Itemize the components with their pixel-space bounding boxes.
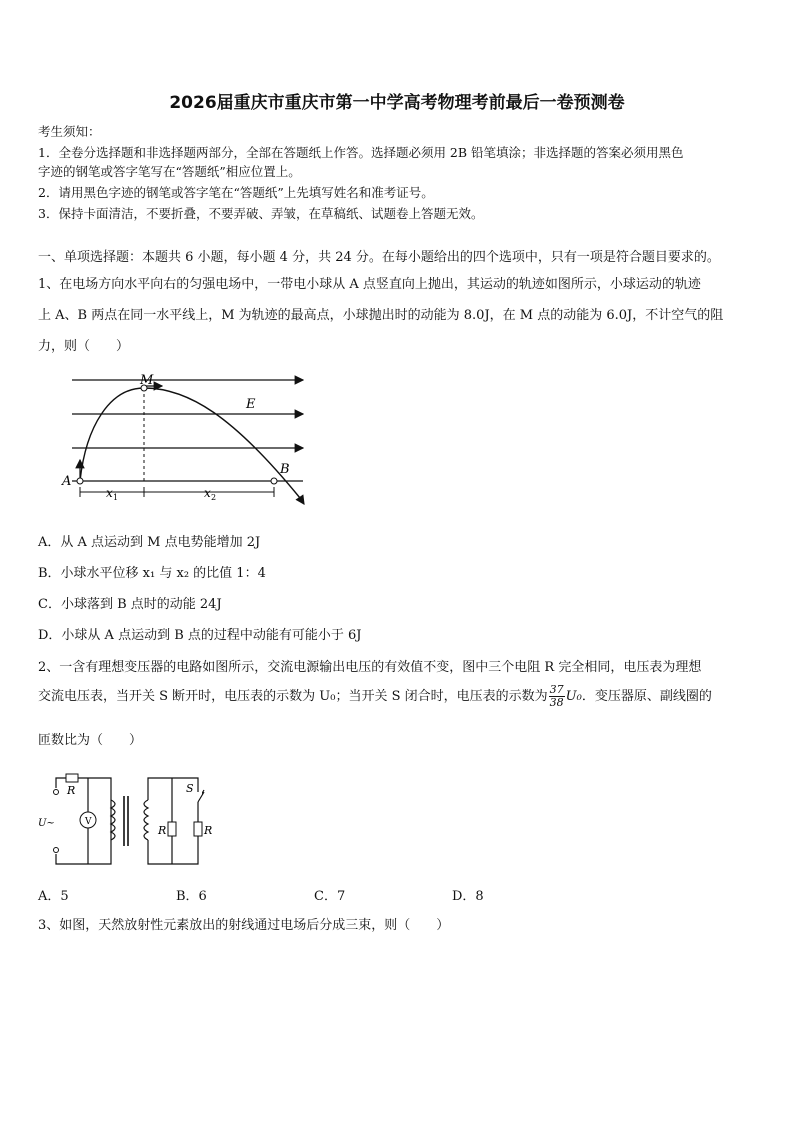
q2-circuit-figure [36,770,226,870]
section-heading: 一、单项选择题：本题共 6 小题，每小题 4 分，共 24 分。在每小题给出的四个选项中，只有一项是符合题目要求的。 [38,250,720,265]
q1-option-d: D．小球从 A 点运动到 B 点的过程中动能有可能小于 6J [38,628,362,643]
page-title: 2026届重庆市重庆市第一中学高考物理考前最后一卷预测卷 [169,93,625,113]
fraction [549,684,565,709]
fraction-denominator: 38 [549,696,564,709]
label-R-top: R [67,784,76,797]
label-x2: x [204,486,211,500]
label-M: M [140,373,154,388]
point-B [271,478,277,484]
q1-option-a: A．从 A 点运动到 M 点电势能增加 2J [38,535,261,550]
q2-text-2 [38,684,712,709]
label-R-left: R [158,824,167,837]
q1-text-2: 上 A、B 两点在同一水平线上，M 为轨迹的最高点，小球抛出时的动能为 8.0J，在 M 点的动能为 6.0J，不计空气的阻 [38,308,724,323]
secondary-coil [144,800,148,840]
trajectory-arrow [300,498,304,504]
terminal-bottom [54,848,59,853]
label-R-right: R [204,824,213,837]
label-x1: x [106,486,113,500]
label-S: S [186,782,194,795]
q1-trajectory-figure [58,368,318,508]
resistor-left [168,822,176,836]
q2-option-b: B．6 [176,889,207,904]
label-E: E [246,397,256,412]
q2-text-2-after: ．变压器原、副线圈的 [581,689,712,704]
label-x1-sub: 1 [113,493,119,502]
q1-option-c: C．小球落到 B 点时的动能 24J [38,597,222,612]
q1-text-3: 力，则（ ） [38,339,130,354]
resistor-primary [66,774,78,782]
q2-option-d: D．8 [452,889,484,904]
q2-option-c: C．7 [314,889,346,904]
q2-text-3: 匝数比为（ ） [38,733,143,748]
q1-option-b: B．小球水平位移 x₁ 与 x₂ 的比值 1：4 [38,566,266,581]
fraction-variable: U₀ [565,689,582,704]
fraction-numerator: 37 [549,683,564,696]
label-x2-sub: 2 [211,493,217,502]
label-U: U~ [38,818,55,829]
q2-text-2-before: 交流电压表，当开关 S 断开时，电压表的示数为 U₀；当开关 S 闭合时，电压表的示数为 [38,689,548,704]
q2-option-a: A．5 [38,889,69,904]
terminal-top [54,790,59,795]
notice-item-1: 1．全卷分选择题和非选择题两部分，全部在答题纸上作答。选择题必须用 2B 铅笔填涂；非选择题的答案必须用黑色 [38,145,684,160]
notice-item-1-cont: 字迹的钢笔或答字笔写在“答题纸”相应位置上。 [38,164,301,179]
q3-text-1: 3、如图，天然放射性元素放出的射线通过电场后分成三束，则（ ） [38,918,450,933]
label-B: B [280,462,290,477]
notice-item-2: 2．请用黑色字迹的钢笔或答字笔在“答题纸”上先填写姓名和准考证号。 [38,185,434,200]
notice-item-3: 3．保持卡面清洁，不要折叠，不要弄破、弄皱，在草稿纸、试题卷上答题无效。 [38,206,484,221]
notice-heading: 考生须知： [38,124,101,139]
resistor-right [194,822,202,836]
q1-text-1: 1、在电场方向水平向右的匀强电场中，一带电小球从 A 点竖直向上抛出，其运动的轨迹如图所示，小球运动的轨迹 [38,277,701,292]
label-A: A [62,474,72,489]
point-A [77,478,83,484]
label-V: V [85,817,92,827]
q2-text-1: 2、一含有理想变压器的电路如图所示，交流电源输出电压的有效值不变，图中三个电阻 R 完全相同，电压表为理想 [38,660,702,675]
